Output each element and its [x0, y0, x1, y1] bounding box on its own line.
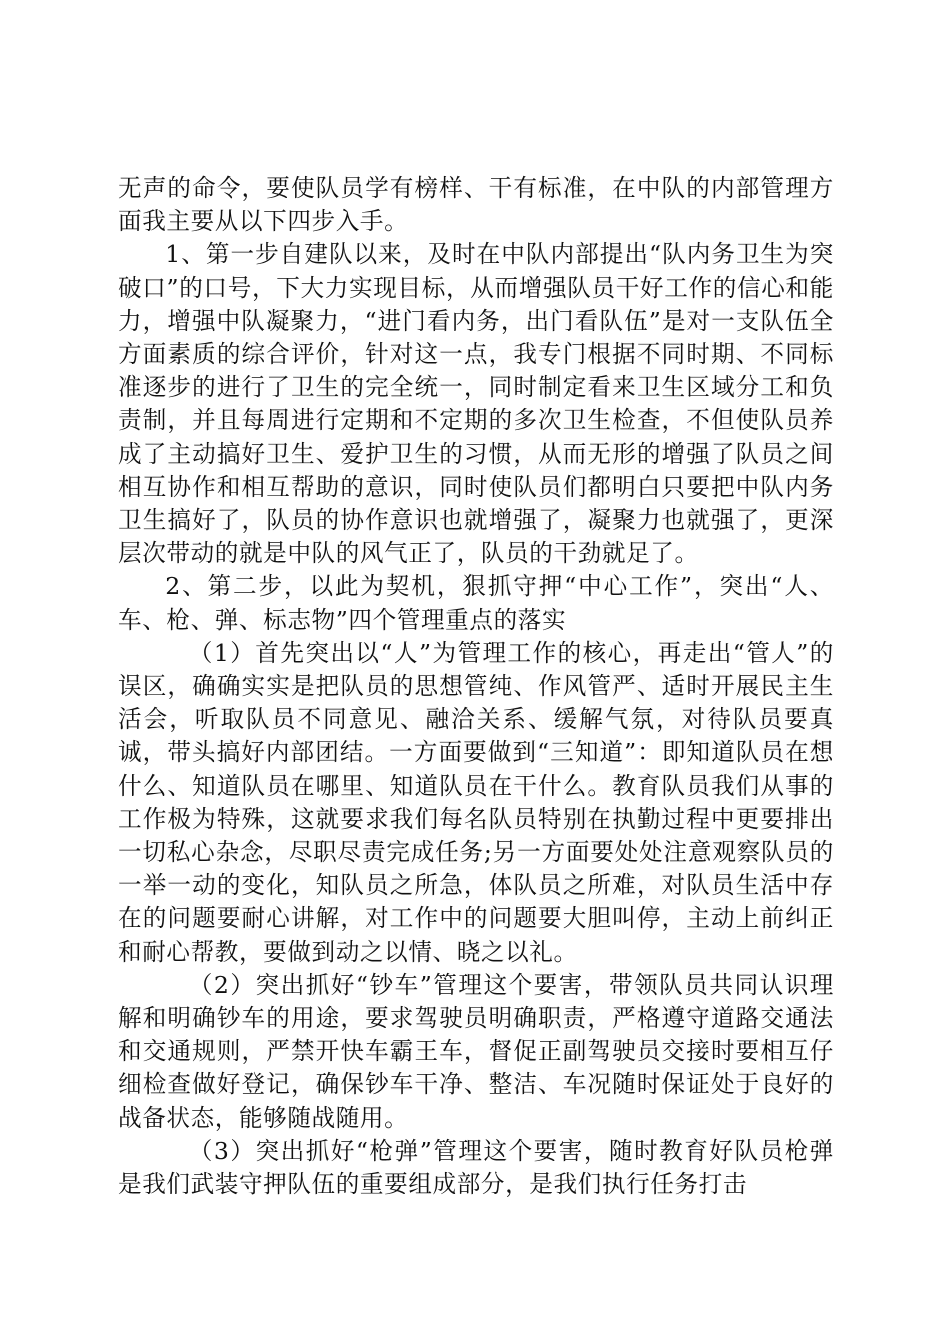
paragraph-item-3: （3）突出抓好“枪弹”管理这个要害，随时教育好队员枪弹是我们武装守押队伍的重要组成部分，是我们执行任务打击	[118, 1136, 834, 1199]
paragraph-item-1: （1）首先突出以“人”为管理工作的核心，再走出“管人”的误区，确确实实是把队员的思想管纯、作风管严、适时开展民主生活会，听取队员不同意见、融洽关系、缓解气氛，对待队员要真诚，带头搞好内部团结。一方面要做到“三知道”：即知道队员在想什么、知道队员在哪里、知道队员在干什么。教育队员我们从事的工作极为特殊，这就要求我们每名队员特别在执勤过程中更要排出一切私心杂念，尽职尽责完成任务;另一方面要处处注意观察队员的一举一动的变化，知队员之所急，体队员之所难，对队员生活中存在的问题要耐心讲解，对工作中的问题要大胆叫停，主动上前纠正和耐心帮教，要做到动之以情、晓之以礼。	[118, 638, 834, 966]
paragraph-intro: 无声的命令，要使队员学有榜样、干有标准，在中队的内部管理方面我主要从以下四步入手。	[118, 174, 834, 236]
paragraph-step-1: 1、第一步自建队以来，及时在中队内部提出“队内务卫生为突破口”的口号，下大力实现目标，从而增强队员干好工作的信心和能力，增强中队凝聚力，“进门看内务，出门看队伍”是对一支队伍全方面素质的综合评价，针对这一点，我专门根据不同时期、不同标准逐步的进行了卫生的完全统一，同时制定看来卫生区域分工和负责制，并且每周进行定期和不定期的多次卫生检查，不但使队员养成了主动搞好卫生、爱护卫生的习惯，从而无形的增强了队员之间相互协作和相互帮助的意识，同时使队员们都明白只要把中队内务卫生搞好了，队员的协作意识也就增强了，凝聚力也就强了，更深层次带动的就是中队的风气正了，队员的干劲就足了。	[118, 240, 834, 568]
paragraph-step-2: 2、第二步，以此为契机，狠抓守押“中心工作”，突出“人、车、枪、弹、标志物”四个管理重点的落实	[118, 572, 834, 634]
paragraph-item-2: （2）突出抓好“钞车”管理这个要害，带领队员共同认识理解和明确钞车的用途，要求驾驶员明确职责，严格遵守道路交通法和交通规则，严禁开快车霸王车，督促正副驾驶员交接时要相互仔细检查做好登记，确保钞车干净、整洁、车况随时保证处于良好的战备状态，能够随战随用。	[118, 970, 834, 1132]
document-body	[118, 172, 834, 1201]
